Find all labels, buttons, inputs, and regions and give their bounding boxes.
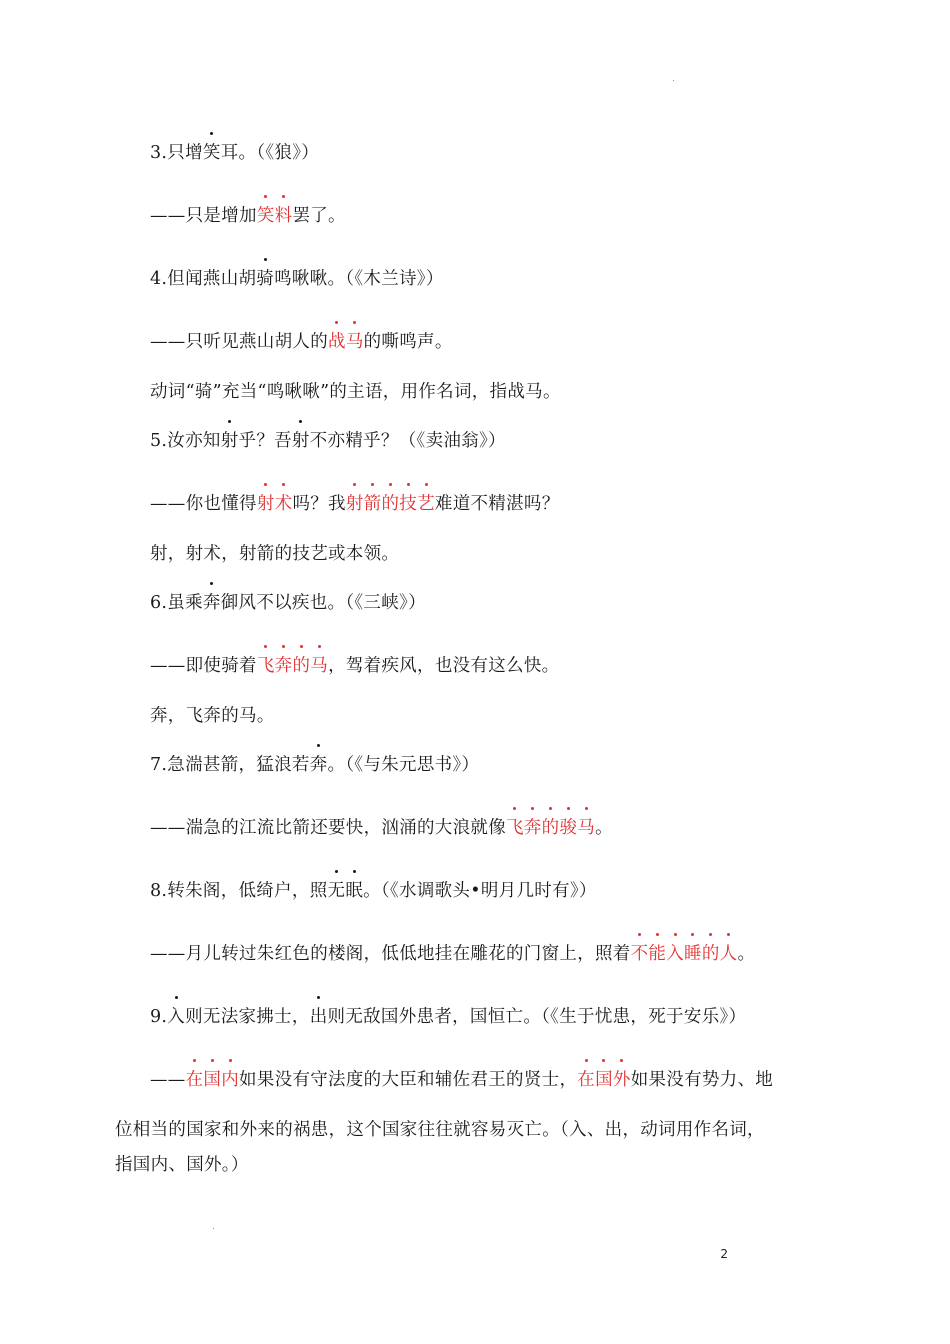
emphasized-char: 射 — [291, 431, 310, 451]
text-segment: 7.急湍甚箭，猛浪若 — [150, 755, 310, 775]
highlighted-translation: 奔 — [523, 818, 542, 838]
text-segment: ——只听见燕山胡人的 — [150, 332, 328, 352]
highlighted-translation: 笑 — [256, 206, 275, 226]
text-segment: ——月儿转过朱红色的楼阁，低低地挂在雕花的门窗上，照着 — [150, 944, 631, 964]
text-segment: 。 — [737, 944, 756, 964]
highlighted-translation: 在 — [185, 1070, 204, 1090]
text-line — [150, 492, 560, 516]
emphasized-char: 眠 — [345, 881, 364, 901]
highlighted-translation: 的 — [292, 656, 311, 676]
highlighted-translation: 马 — [345, 332, 364, 352]
text-segment: 位相当的国家和外来的祸患，这个国家往往就容易灭亡。（入、出，动词用作名词， — [115, 1120, 765, 1140]
text-segment: 6.虽乘 — [150, 593, 203, 613]
highlighted-translation: 内 — [221, 1070, 240, 1090]
text-segment: 则无法家拂士， — [185, 1007, 310, 1027]
highlighted-translation: 的 — [701, 944, 720, 964]
emphasized-char: 无 — [327, 881, 346, 901]
emphasized-char: 出 — [309, 1007, 328, 1027]
highlighted-translation: 人 — [719, 944, 738, 964]
text-segment: 9. — [150, 1007, 168, 1027]
highlighted-translation: 的 — [541, 818, 560, 838]
text-segment: 如果没有势力、地 — [630, 1070, 774, 1090]
highlighted-translation: 国 — [203, 1070, 222, 1090]
text-segment: ，驾着疾风，也没有这么快。 — [328, 656, 560, 676]
text-segment: 动词“骑”充当“鸣啾啾”的主语，用作名词，指战马。 — [150, 382, 561, 402]
text-segment: 4.但闻燕山胡 — [150, 269, 257, 289]
highlighted-translation: 奔 — [274, 656, 293, 676]
page-number: 2 — [720, 1247, 728, 1261]
text-segment: ——你也懂得 — [150, 494, 257, 514]
highlighted-translation: 料 — [274, 206, 293, 226]
text-segment: 5.汝亦知 — [150, 431, 221, 451]
text-line — [150, 267, 444, 291]
text-segment: ——湍急的江流比箭还要快，汹涌的大浪就像 — [150, 818, 506, 838]
emphasized-char: 入 — [167, 1007, 186, 1027]
emphasized-char: 奔 — [309, 755, 328, 775]
text-line — [150, 542, 399, 566]
highlighted-translation: 艺 — [417, 494, 435, 514]
text-segment: 如果没有守法度的大臣和辅佐君王的贤士， — [239, 1070, 578, 1090]
highlighted-translation: 术 — [274, 494, 293, 514]
text-line — [150, 816, 613, 840]
text-segment: 吗？我 — [292, 494, 346, 514]
text-segment: 奔，飞奔的马。 — [150, 706, 275, 726]
highlighted-translation: 射 — [256, 494, 275, 514]
text-segment: 。（《与朱元思书》） — [327, 755, 480, 775]
text-segment: 罢了。 — [292, 206, 346, 226]
text-line — [150, 591, 426, 615]
scan-speck — [213, 1228, 214, 1229]
text-line — [150, 141, 319, 165]
text-line — [150, 380, 561, 404]
highlighted-translation: 技 — [399, 494, 418, 514]
highlighted-translation: 国 — [595, 1070, 613, 1090]
emphasized-char: 骑 — [256, 269, 275, 289]
highlighted-translation: 马 — [310, 656, 329, 676]
text-segment: 鸣啾啾。（《木兰诗》） — [274, 269, 444, 289]
text-segment: 。 — [595, 818, 613, 838]
highlighted-translation: 骏 — [559, 818, 578, 838]
highlighted-translation: 射 — [345, 494, 364, 514]
text-line — [150, 204, 346, 228]
text-segment: 的嘶鸣声。 — [363, 332, 453, 352]
text-line — [115, 1118, 765, 1142]
text-line — [150, 330, 453, 354]
text-segment: —— — [150, 1070, 186, 1090]
text-segment: 3.只增 — [150, 143, 203, 163]
highlighted-translation: 箭 — [363, 494, 382, 514]
highlighted-translation: 飞 — [506, 818, 524, 838]
scan-speck — [673, 80, 674, 81]
emphasized-char: 笑 — [202, 143, 221, 163]
text-line — [150, 1068, 773, 1092]
text-line — [115, 1153, 249, 1177]
text-line — [150, 879, 597, 903]
highlighted-translation: 飞 — [256, 656, 275, 676]
text-segment: ——即使骑着 — [150, 656, 257, 676]
emphasized-char: 射 — [220, 431, 239, 451]
text-line — [150, 429, 506, 453]
highlighted-translation: 马 — [577, 818, 596, 838]
text-segment: 射，射术，射箭的技艺或本领。 — [150, 544, 400, 564]
emphasized-char: 奔 — [202, 593, 221, 613]
text-segment: 。（《水调歌头•明月几时有》） — [363, 881, 597, 901]
highlighted-translation: 睡 — [684, 944, 702, 964]
highlighted-translation: 能 — [648, 944, 667, 964]
text-line — [150, 942, 755, 966]
highlighted-translation: 的 — [381, 494, 400, 514]
highlighted-translation: 战 — [328, 332, 346, 352]
text-segment: 难道不精湛吗？ — [434, 494, 560, 514]
text-segment: ——只是增加 — [150, 206, 257, 226]
text-segment: 耳。（《狼》） — [220, 143, 320, 163]
text-segment: 御风不以疾也。（《三峡》） — [220, 593, 426, 613]
highlighted-translation: 外 — [612, 1070, 631, 1090]
text-segment: 不亦精乎？（《卖油翁》） — [309, 431, 506, 451]
text-line — [150, 753, 479, 777]
text-segment: 乎？吾 — [238, 431, 292, 451]
text-line — [150, 704, 275, 728]
text-segment: 指国内、国外。） — [115, 1155, 249, 1175]
text-line — [150, 1005, 746, 1029]
text-line — [150, 654, 559, 678]
highlighted-translation: 在 — [577, 1070, 596, 1090]
text-segment: 8.转朱阁，低绮户，照 — [150, 881, 328, 901]
highlighted-translation: 不 — [630, 944, 649, 964]
highlighted-translation: 入 — [666, 944, 685, 964]
text-segment: 则无敌国外患者，国恒亡。（《生于忧患，死于安乐》） — [327, 1007, 747, 1027]
